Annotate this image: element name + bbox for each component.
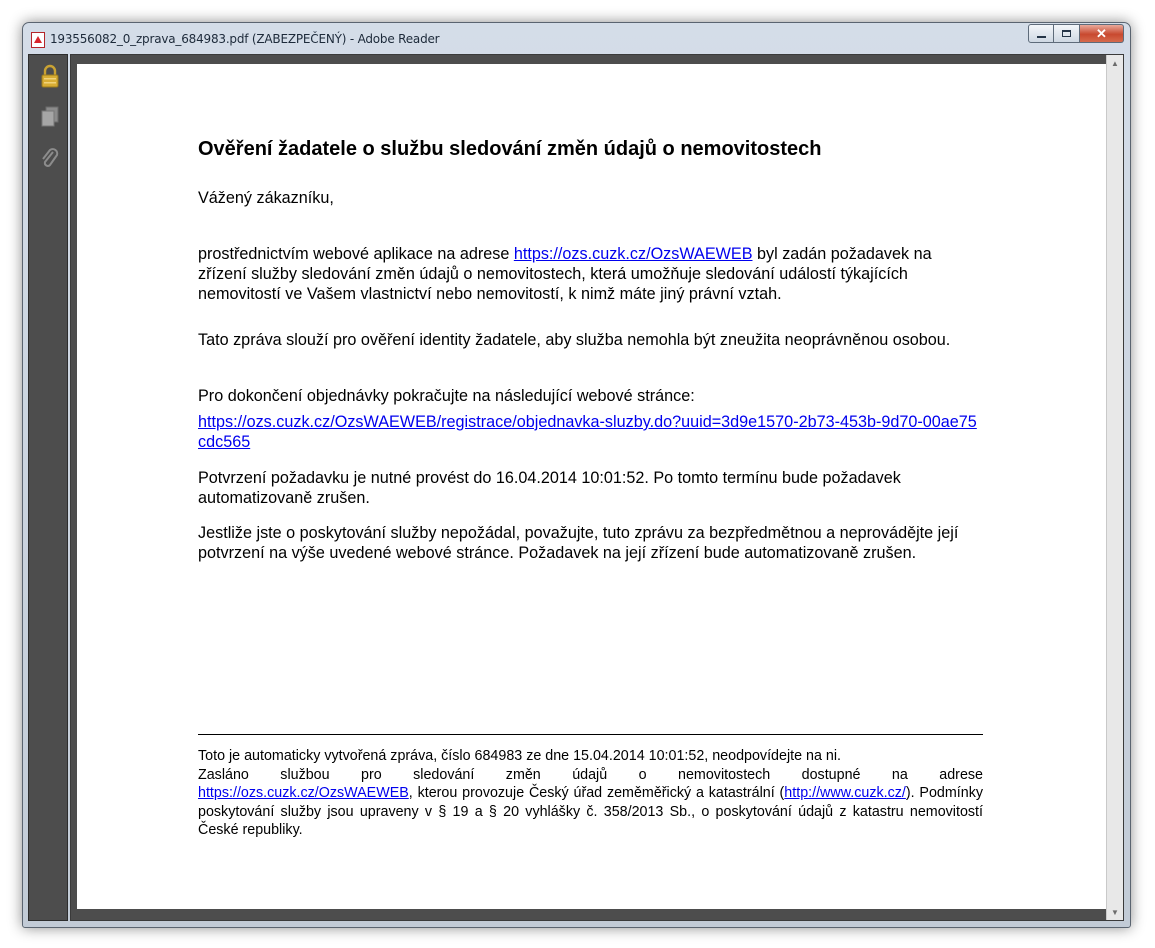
adobe-reader-window bbox=[22, 22, 1131, 928]
footer-mid-end: ). bbox=[905, 785, 915, 801]
ozs-web-link[interactable]: https://ozs.cuzk.cz/OzsWAEWEB bbox=[513, 245, 753, 263]
title-bar[interactable] bbox=[23, 23, 1130, 53]
maximize-icon bbox=[1062, 30, 1071, 37]
minimize-icon bbox=[1037, 36, 1046, 38]
navigation-pane bbox=[28, 54, 68, 921]
maximize-button[interactable] bbox=[1054, 24, 1080, 43]
scroll-down-icon[interactable]: ▼ bbox=[1111, 907, 1119, 917]
minimize-button[interactable] bbox=[1028, 24, 1054, 43]
footer-mid-text: , kterou provozuje Český úřad zeměměřický a katastrální ( bbox=[408, 785, 785, 801]
footer-cuzk-link[interactable]: http://www.cuzk.cz/ bbox=[784, 785, 906, 801]
vertical-scrollbar[interactable] bbox=[1106, 55, 1123, 920]
footer-divider bbox=[198, 734, 983, 735]
paragraph-intro bbox=[198, 244, 983, 304]
greeting: Vážený zákazníku, bbox=[198, 189, 334, 207]
footer-line-2: Zasláno službou pro sledování změn údajů o nemovitostech dostupné na adrese bbox=[198, 766, 983, 783]
paragraph-identity: Tato zpráva slouží pro ověření identity žadatele, aby služba nemohla být zneužita neoprávněnou osobou. bbox=[198, 331, 951, 349]
footer-line-1: Toto je automaticky vytvořená zpráva, číslo 684983 ze dne 15.04.2014 10:01:52, neodpovídejte na ni. bbox=[198, 748, 842, 764]
paragraph-deadline: Potvrzení požadavku je nutné provést do 16.04.2014 10:01:52. Po tomto termínu bude požadavek automatizovaně zrušen. bbox=[198, 469, 901, 507]
document-viewer bbox=[70, 54, 1124, 921]
pdf-file-icon bbox=[31, 32, 45, 48]
close-icon: ✕ bbox=[1096, 25, 1107, 41]
close-button[interactable] bbox=[1080, 24, 1124, 43]
order-link[interactable]: https://ozs.cuzk.cz/OzsWAEWEB/registrace/objednavka-sluzby.do?uuid=3d9e1570-2b73-453b-9d70-00ae75cdc565 bbox=[198, 413, 977, 451]
footer bbox=[198, 747, 983, 840]
page-title: Ověření žadatele o službu sledování změn údajů o nemovitostech bbox=[198, 138, 822, 160]
paragraph-continue: Pro dokončení objednávky pokračujte na následující webové stránce: bbox=[198, 387, 695, 405]
caption-buttons bbox=[1028, 24, 1124, 43]
lock-icon[interactable] bbox=[39, 64, 61, 88]
scroll-up-icon[interactable]: ▲ bbox=[1111, 58, 1119, 68]
intro-text-start: prostřednictvím webové aplikace na adrese bbox=[198, 245, 514, 263]
order-link-paragraph bbox=[198, 412, 983, 452]
pages-icon[interactable] bbox=[39, 105, 61, 129]
footer-body bbox=[198, 785, 983, 838]
intro-text-end: byl zadán požadavek na zřízení služby sledování změn údajů o nemovitostech, která umožňuje sledování událostí týkajících nemovitostí ve Vašem vlastnictví nebo nemovitostí, k nimž máte jiný právní vztah. bbox=[198, 245, 932, 303]
paragraph-ignore: Jestliže jste o poskytování služby nepožádal, považujte, tuto zprávu za bezpředmětnou a neprovádějte její potvrzení na výše uvedené webové stránce. Požadavek na její zřízení bude automatizovaně zrušen. bbox=[198, 524, 959, 562]
window-title: 193556082_0_zprava_684983.pdf (ZABEZPEČENÝ) - Adobe Reader bbox=[50, 32, 440, 46]
pdf-page bbox=[77, 64, 1107, 909]
footer-ozs-link[interactable]: https://ozs.cuzk.cz/OzsWAEWEB bbox=[198, 785, 409, 801]
attachment-icon[interactable] bbox=[39, 147, 61, 171]
footer-rest: Podmínky poskytování služby jsou upraveny v § 19 a § 20 vyhlášky č. 358/2013 Sb., o poskytování údajů z katastru nemovitostí České republiky. bbox=[198, 785, 983, 838]
